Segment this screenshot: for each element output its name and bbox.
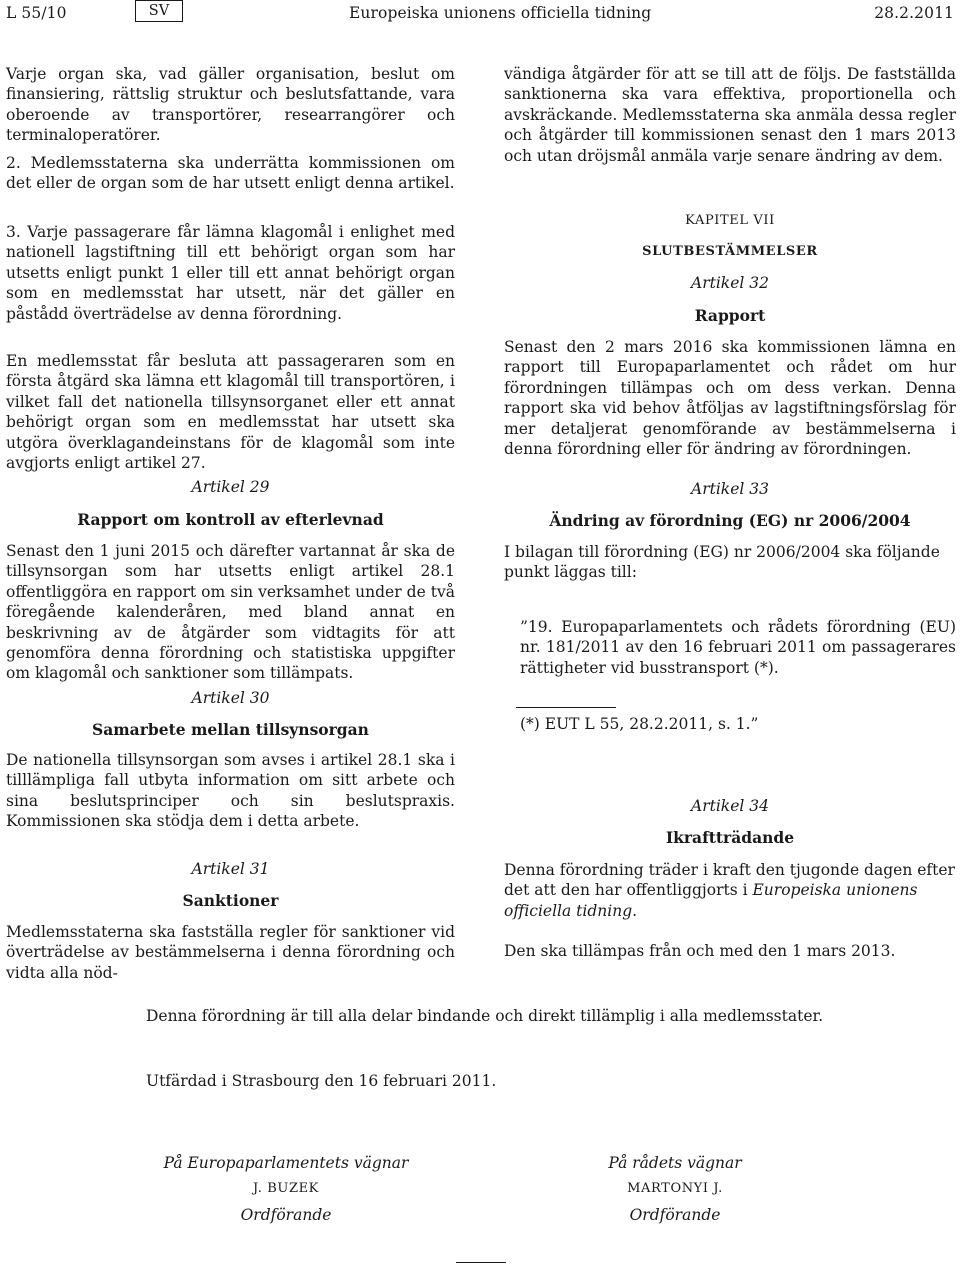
article-30-number: Artikel 30: [191, 689, 270, 707]
paragraph-continuation: vändiga åtgärder för att se till att de följs. De fastställda sanktionerna ska vara effektiva, proportionella och avskräckande. Medlemsstaterna ska anmäla dessa regler och åtgärder till kommissionen senast den 1 mars 2013 och utan dröjsmål anmäla varje senare ändring av dem.: [504, 65, 956, 165]
article-30-text: De nationella tillsynsorgan som avses i artikel 28.1 ska i tilllämpliga fall utbyta information om sitt arbete och sina beslutsprinciper och sin beslutspraxis. Kommissionen ska stödja dem i detta arbete.: [6, 751, 455, 831]
signature-council-name: MARTONYI J.: [627, 1181, 723, 1196]
signature-council-role: Ordförande: [629, 1206, 721, 1224]
article-32-title: Rapport: [694, 306, 766, 325]
signature-parliament-for: På Europaparlamentets vägnar: [163, 1154, 409, 1172]
article-29-number: Artikel 29: [191, 478, 270, 496]
article-29-text: Senast den 1 juni 2015 och därefter vartannat år ska de tillsynsorgan som har utsetts enligt artikel 28.1 offentliggöra en rapport om sin verksamhet under de två föregående kalenderåren, med bland annat en beskrivning av de åtgärder som vidtagits för att genomföra denna förordning och statistiska uppgifter om klagomål och sanktioner som tillämpats.: [6, 542, 455, 683]
place-date: Utfärdad i Strasbourg den 16 februari 2011.: [146, 1072, 497, 1090]
paragraph-independence: Varje organ ska, vad gäller organisation, beslut om finansiering, rättslig struktur och beslutsfattande, vara oberoende av transportörer, researrangörer och terminaloperatörer.: [6, 65, 455, 145]
binding-statement: Denna förordning är till alla delar bindande och direkt tillämplig i alla medlemsstater.: [146, 1007, 824, 1025]
page-number: L 55/10: [6, 4, 67, 22]
article-31-title: Sanktioner: [182, 891, 279, 910]
chapter-title: SLUTBESTÄMMELSER: [642, 244, 818, 259]
article-34-number: Artikel 34: [691, 797, 769, 815]
paragraph-2: 2. Medlemsstaterna ska underrätta kommissionen om det eller de organ som de har utsett enligt denna artikel.: [6, 154, 455, 193]
signature-parliament-name: J. BUZEK: [252, 1181, 319, 1196]
language-badge: SV: [135, 0, 183, 22]
article-34-text: Denna förordning träder i kraft den tjugonde dagen efter det att den har offentliggjorts i Europeiska unionens officiella tidning.: [504, 861, 955, 920]
paragraph-3: 3. Varje passagerare får lämna klagomål i enlighet med nationell lagstiftning till ett behörigt organ som har utsetts enligt punkt 1 eller till ett annat behörigt organ som en medlemsstat har utsett, när det gäller en påstådd överträdelse av denna förordning.: [6, 223, 455, 323]
article-31-text: Medlemsstaterna ska fastställa regler för sanktioner vid överträdelse av bestämmelserna i denna förordning och vidta alla nöd-: [6, 923, 455, 982]
chapter-number: KAPITEL VII: [685, 213, 775, 228]
article-32-text: Senast den 2 mars 2016 ska kommissionen lämna en rapport till Europaparlamentet och rådet om hur förordningen tillämpas och om dess verkan. Denna rapport ska vid behov åtföljas av lagstiftningsförslag för mer detaljerat genomförande av bestämmelserna i denna förordning eller för ändring av förordningen.: [504, 338, 956, 459]
journal-name-italic: Europeiska unionens officiella tidning: [504, 881, 918, 920]
article-30-title: Samarbete mellan tillsynsorgan: [92, 720, 369, 739]
paragraph-complaint: En medlemsstat får besluta att passageraren som en första åtgärd ska lämna ett klagomål till transportören, i vilket fall det nationella tillsynsorganet eller ett annat behörigt organ som en medlemsstat har utsett ska utgöra överklagandeinstans för de klagomål som inte avgjorts enligt artikel 27.: [6, 352, 455, 473]
article-33-title: Ändring av förordning (EG) nr 2006/2004: [549, 511, 911, 530]
journal-title: Europeiska unionens officiella tidning: [349, 4, 652, 22]
article-29-title: Rapport om kontroll av efterlevnad: [77, 510, 384, 529]
article-33-footnote: (*) EUT L 55, 28.2.2011, s. 1.”: [520, 715, 759, 733]
article-32-number: Artikel 32: [691, 274, 769, 292]
publication-date: 28.2.2011: [874, 4, 954, 22]
article-31-number: Artikel 31: [191, 860, 270, 878]
bottom-rule: [456, 1262, 506, 1263]
article-33-number: Artikel 33: [691, 480, 769, 498]
article-34-applies: Den ska tillämpas från och med den 1 mars 2013.: [504, 942, 896, 960]
signature-parliament-role: Ordförande: [240, 1206, 332, 1224]
article-33-quote: ”19. Europaparlamentets och rådets förordning (EU) nr. 181/2011 av den 16 februari 2011 om passagerares rättigheter vid busstransport (*).: [520, 618, 956, 677]
signature-council: [515, 1150, 835, 1228]
signature-council-for: På rådets vägnar: [608, 1154, 742, 1172]
footnote-rule: [516, 707, 616, 708]
article-34-title: Ikraftträdande: [665, 828, 795, 847]
signature-parliament: [126, 1150, 446, 1228]
article-33-text: I bilagan till förordning (EG) nr 2006/2004 ska följande punkt läggas till:: [504, 543, 940, 582]
